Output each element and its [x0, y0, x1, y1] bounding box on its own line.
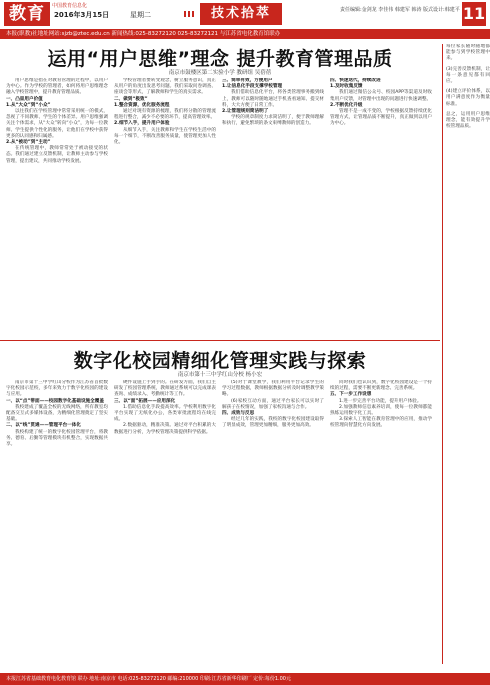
article1-col2: 学校管理者要转变观念，树立服务意识，真正从用户的角度出发思考问题。我们采取问卷调查、座谈会等形式，了解教师和学生的真实需求。 二、做到“极致” 1.整合资源，优化服务流程 通过对现有资源的梳理，我们将分散的管理流程进行整合，减少不必要的环节，提高管理效率。 2.细节入手，提升用户体验 从细节入手，关注教师和学生在学校生活中的每一个细节，不断改善服务质量，使管理更加人性化。 [114, 78, 216, 146]
article2-col3: (5)对于课堂教学，我们利用平台记录学生的学习过程数据，教师根据数据分析及时调整教学策略。 (6)家校互动方面，通过平台家长可以实时了解孩子在校情况，加强了家校沟通与合作。 四、成效与反思 经过几年的实践，我校的数字化校园建设取得了明显成效，管理更加精细，服务更加高效。 [222, 380, 324, 429]
article2-col1: 南京市第十三中学红山分校作为江苏省首批数字化校园示范校，多年来致力于数字化校园的建设与应用。 一、以“点”带面——校园数字化基础设施全覆盖 我校建成了覆盖全校的无线网络，所有教室均配备交互式多媒体设备，为精细化管理奠定了坚实基础。 二、以“线”贯通——管理平台一体化 我校构建了统一的数字化校园管理平台，将教务、德育、后勤等管理模块有机整合，实现数据共享。 [6, 380, 108, 448]
article2-body [6, 380, 436, 668]
banner-strip: 本报(职教)社地址网站:sjzb@ztec.edu.cn 新闻热线:025-83272120 025-83272121 与江苏省电化教育馆联办 [0, 29, 490, 39]
footer-strip: 本报江苏省基础教育电化教育馆 联办 地址:南京市 电话:025-83272120 邮编:210000 印刷:江苏省新华印刷厂 定价:每份1.00元 [0, 673, 490, 685]
editor-credits: 责任编辑:金剑龙 李佳伟 韩建军 韩涛 版式设计:韩建平 [340, 7, 460, 13]
article2-col4: 同时我们也认识到，数字化校园建设是一个持续的过程，需要不断更新理念、完善系统。 五、下一步工作设想 1.进一步完善平台功能，提升用户体验。 2.加强教师信息素养培训，使每一位教师都能熟练运用数字化工具。 3.探索人工智能在教育管理中的应用，推动学校管理向智慧化方向发展。 [330, 380, 432, 429]
right-column: 每位家长随时随地都能参与到学校管理中来。 (3)完善反馈机制，让每一条意见都有回应。 (4)建立评价体系，以用户满意度作为衡量标准。 总之，运用用户思维理念，能有效提升学校管理品质。 [442, 44, 490, 664]
article1-body [6, 78, 436, 328]
logo-subtitle: 中国教育信息化 [52, 3, 88, 9]
section-title: 技术拾萃 [200, 3, 282, 25]
article-divider [0, 340, 440, 341]
issue-date: 2016年3月15日 [54, 11, 110, 19]
page-number: 11 [462, 2, 486, 26]
masthead [0, 0, 490, 30]
article2-title: 数字化校园精细化管理实践与探索 [73, 350, 367, 372]
article1-col1: 用户思维是指在对教育管理的过程中，以用户为中心。作为学校的管理者，如何将用户思维理念融入学校管理中，提升教育管理品质。 一、凸显用户价值 1.从“大众”到“小众” 以往我们在学校管理中常常采用统一的模式，忽视了不同教师、学生的个体差异。用户思维强调关注个体需求，从“大众”转向“小众”，为每一位教师、学生提供个性化的服务，让他们在学校中获得更多的认同感和归属感。 2.从“被动”到“主动” 在传统管理中，教师常常处于被动接受的状态。我们通过建立反馈机制，让教师主动参与学校管理，提出建议，共同推动学校发展。 [6, 78, 108, 164]
article1-col3: 三、简单有效，方便用户 1.让信息化手段支撑学校管理 我们借助信息化平台，将各类管理事务搬到线上，教师可以随时随地通过手机查看通知、提交材料，大大方便了日常工作。 2.让管理规则简洁明了 学校的规章制度力求简洁明了，便于教师理解和执行，避免繁琐的条文束缚教师的创造力。 [222, 78, 324, 127]
paper-logo: 教育 [4, 2, 50, 26]
decor-dots-icon [184, 11, 196, 17]
article1-col4: 四、快速迭代，持续改进 1.及时收集反馈 我们通过微信公众号、校园APP等渠道及时收集用户反馈，对管理中出现的问题进行快速调整。 2.不断优化升级 管理不是一成不变的，学校根据反馈持续优化管理方式，让管理品质不断提升，真正做到以用户为中心。 [330, 78, 432, 127]
article2-byline: 南京市第十三中学红山分校 杨小宏 [177, 372, 263, 378]
article1-title: 运用“用户思维”理念 提升教育管理品质 [47, 48, 393, 70]
article1-byline: 南京市鼓楼区第二实验小学 教研组 吴蓓蓓 [168, 70, 272, 76]
article2-col2: 硬件设施上手到手的。在研发方面，我们自主研发了校园管理系统，教师通过系统可以完成课表查询、成绩录入、考勤统计等工作。 三、以“面”拓展——应用深化 1.借助信息化手段提高效率。学校利用数字化平台实现了无纸化办公，各类审批流程均在线完成。 2.数据驱动，精准决策。通过对平台积累的大数据进行分析，为学校管理决策提供科学依据。 [114, 380, 216, 435]
issue-weekday: 星期二 [130, 11, 151, 19]
